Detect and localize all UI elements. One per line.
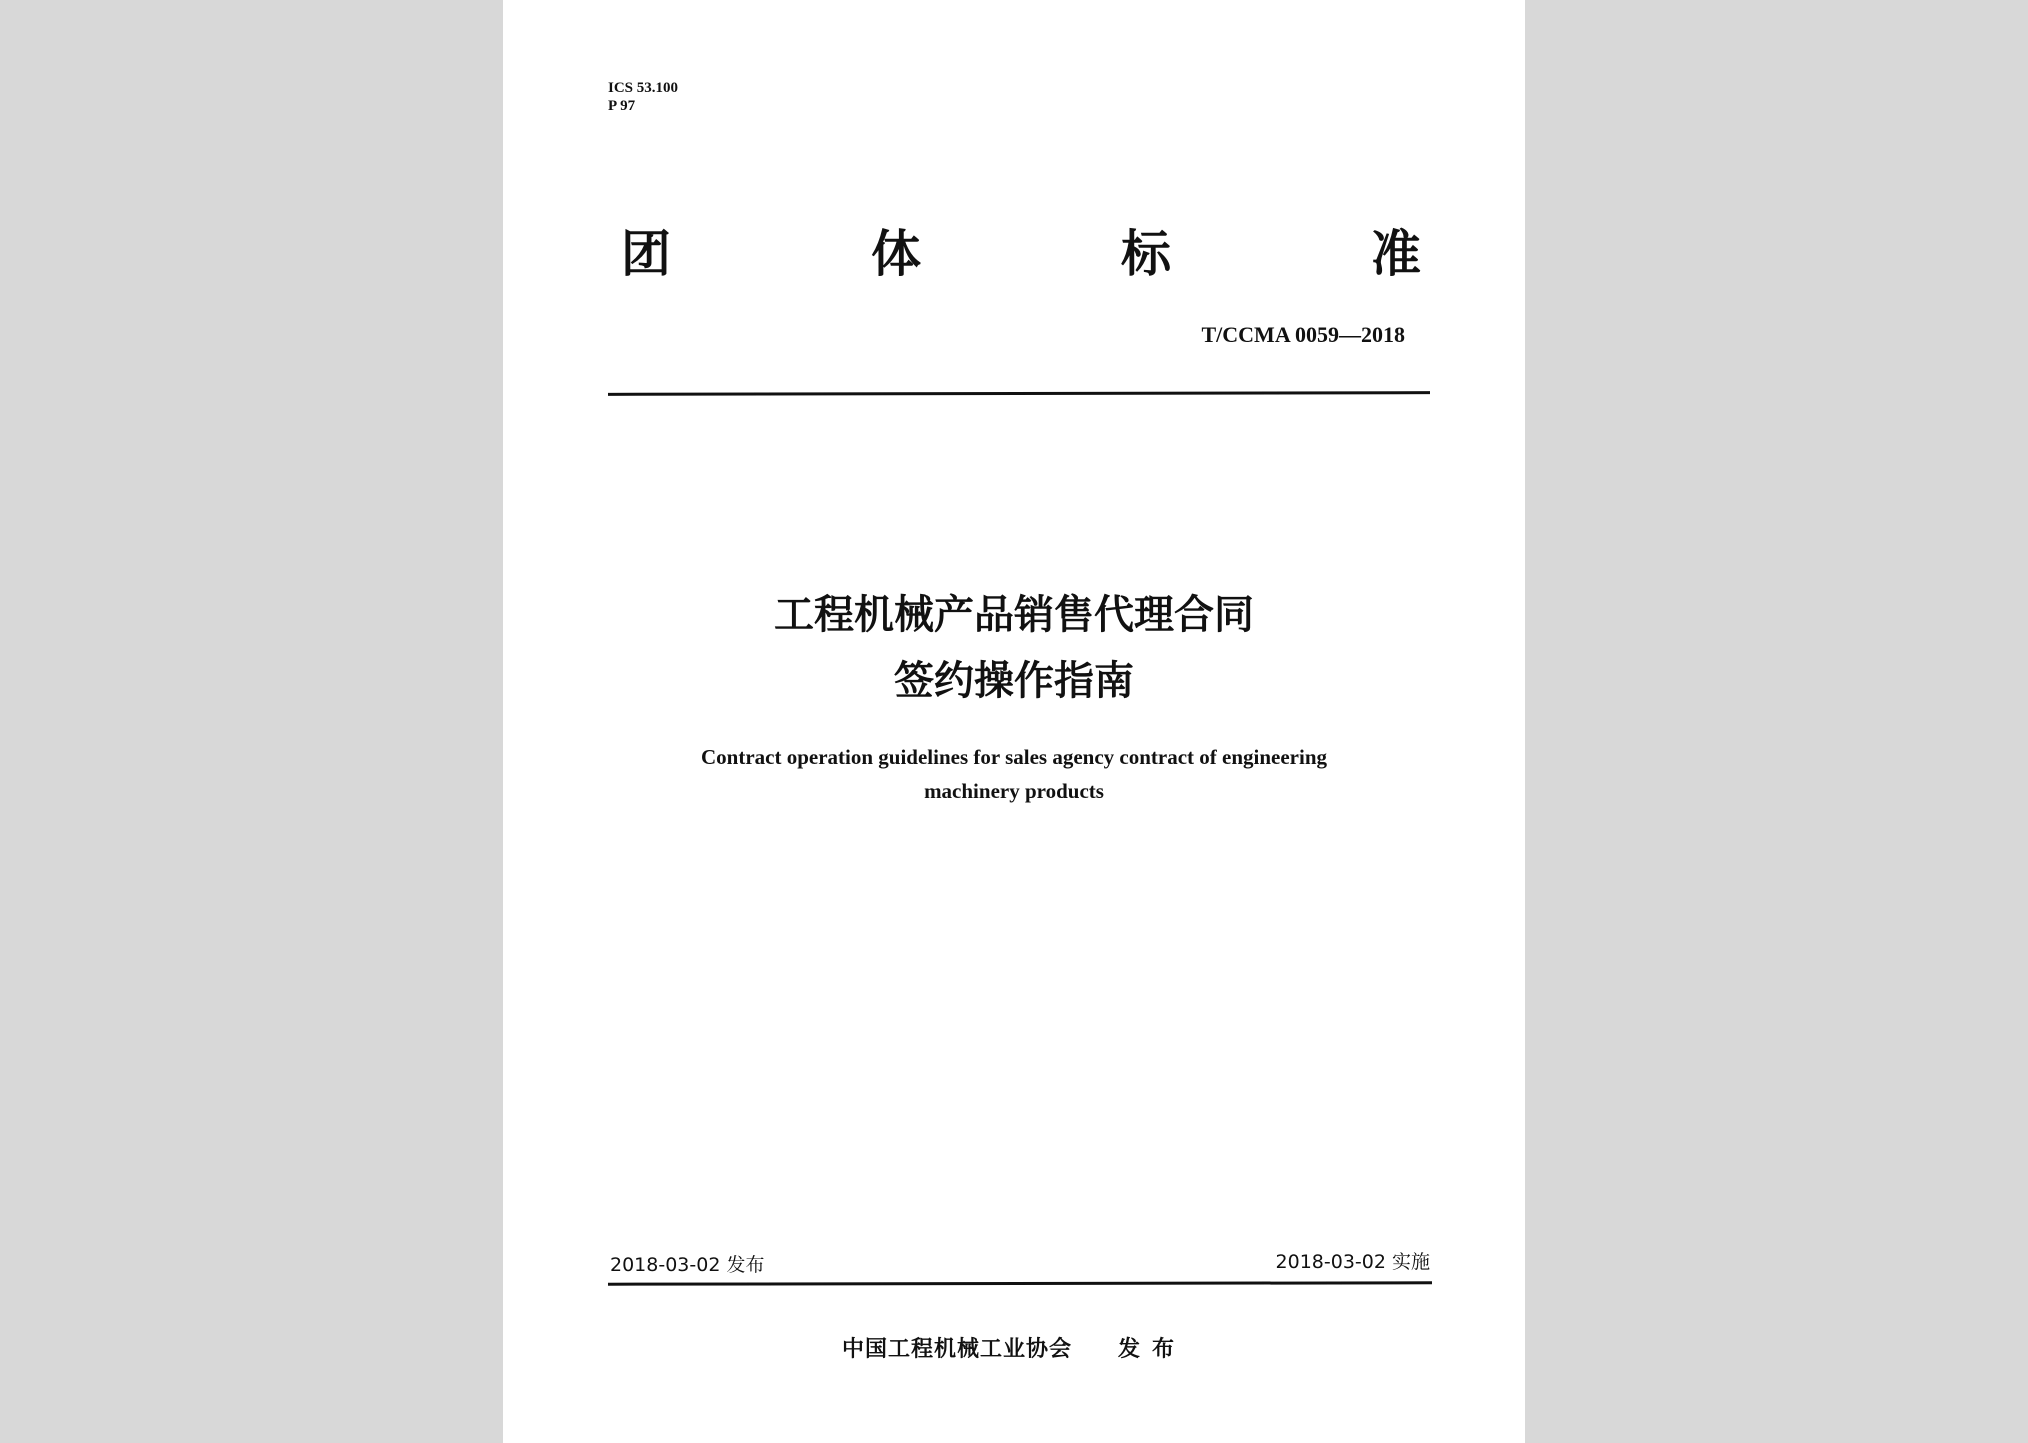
ics-code: ICS 53.100 xyxy=(608,80,679,96)
chinese-title-line-2: 签约操作指南 xyxy=(894,658,1134,704)
bottom-divider xyxy=(608,1281,1432,1285)
standard-number: T/CCMA 0059—2018 xyxy=(1201,322,1405,347)
document-page xyxy=(503,0,1525,1443)
english-title-line-1: Contract operation guidelines for sales agency contract of engineering xyxy=(700,745,1328,769)
standard-type-char: 体 xyxy=(871,225,921,283)
publisher-name: 中国工程机械工业协会 xyxy=(841,1337,1072,1362)
english-title-line-2: machinery products xyxy=(924,779,1104,803)
p-code: P 97 xyxy=(608,98,636,114)
standard-type-char: 准 xyxy=(1371,225,1421,283)
standard-type-char: 标 xyxy=(1121,225,1171,283)
top-divider xyxy=(608,391,1430,396)
standard-type-heading xyxy=(621,222,1421,286)
publisher-action: 发布 xyxy=(1118,1337,1187,1362)
publisher-line xyxy=(503,1332,1525,1363)
implement-date: 2018-03-02 实施 xyxy=(1275,1251,1430,1273)
issue-date: 2018-03-02 发布 xyxy=(610,1254,765,1276)
standard-type-char: 团 xyxy=(621,225,671,283)
chinese-title-line-1: 工程机械产品销售代理合同 xyxy=(774,592,1254,638)
